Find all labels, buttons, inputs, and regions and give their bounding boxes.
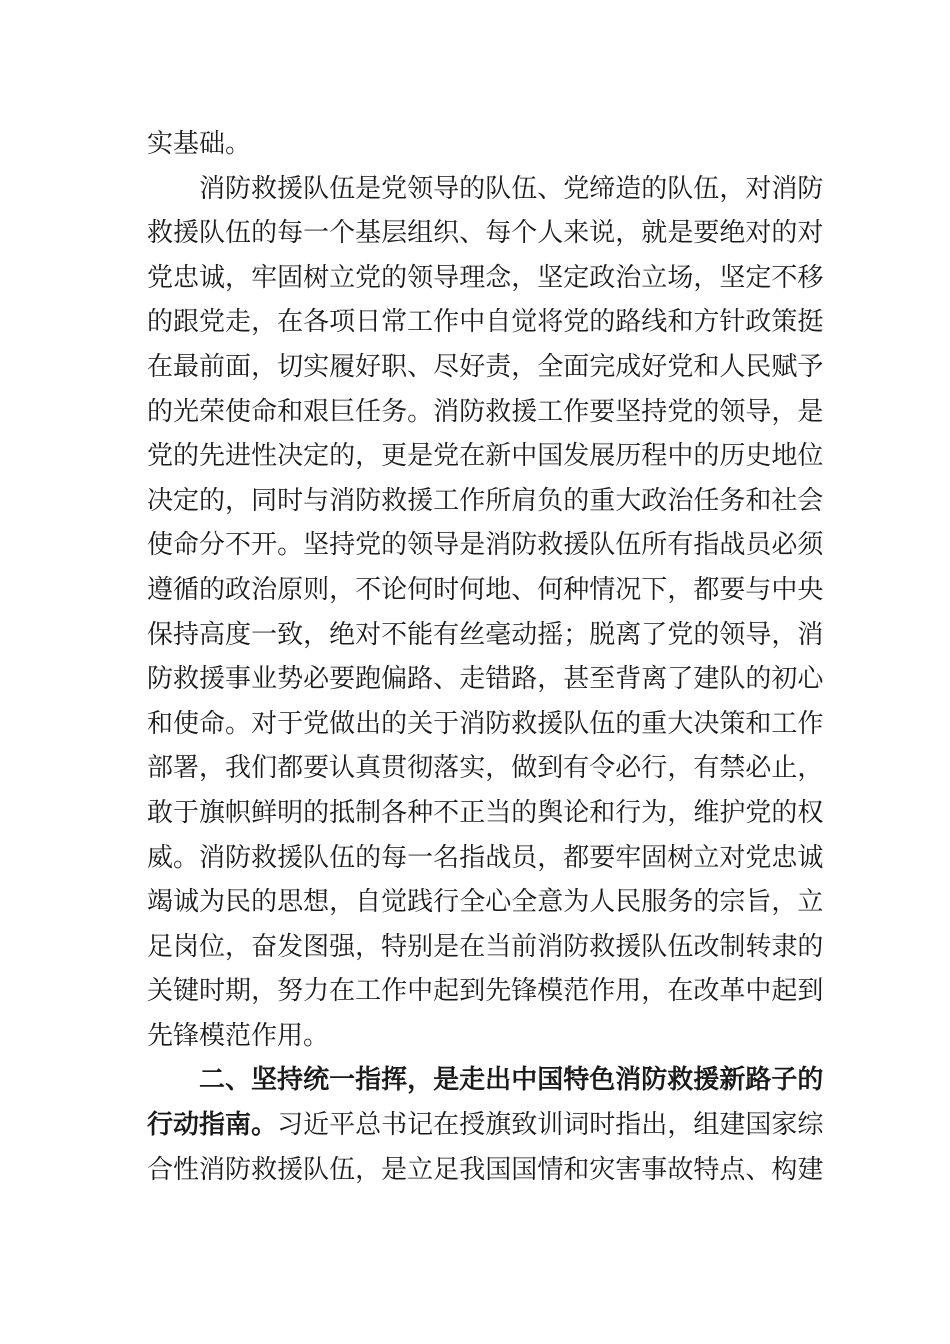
lines-line: 消 防 救 援 队 伍 是 党 领 导 的 队 伍 、 党 缔 造 的 队 伍 ， 对 消 防 — [199, 173, 824, 204]
lines-line: 竭 诚 为 民 的 思 想 ， 自 觉 践 行 全 心 全 意 为 人 民 服 务 的 宗 旨 ， 立 — [147, 887, 824, 918]
lines-line: 威 。 消 防 救 援 队 伍 的 每 一 名 指 战 员 ， 都 要 牢 固 树 立 对 党 忠 诚 — [147, 842, 824, 873]
lines-line: 实基础。 — [147, 129, 252, 159]
paragraph-lines — [147, 122, 824, 1058]
lines-line: 保 持 高 度 一 致 ， 绝 对 不 能 有 丝 毫 动 摇 ； 脱 离 了 党 的 领 导 ， 消 — [147, 619, 824, 650]
section-heading-line-2: 行 动 指 南 。 习 近 平 总 书 记 在 授 旗 致 训 词 时 指 出 ， 组 建 国 家 综 — [147, 1110, 824, 1141]
lines-line: 和 使 命 。 对 于 党 做 出 的 关 于 消 防 救 援 队 伍 的 重 大 决 策 和 工 作 — [147, 708, 824, 739]
tail_lines-line: 合 性 消 防 救 援 队 伍 ， 是 立 足 我 国 国 情 和 灾 害 事 故 特 点 、 构 建 — [147, 1154, 824, 1185]
lines-line: 防 救 援 事 业 势 必 要 跑 偏 路 、 走 错 路 ， 甚 至 背 离 了 建 队 的 初 心 — [147, 664, 824, 695]
lines-line: 足 岗 位 ， 奋 发 图 强 ， 特 别 是 在 当 前 消 防 救 援 队 伍 改 制 转 隶 的 — [147, 931, 824, 962]
lines-line: 遵 循 的 政 治 原 则 ， 不 论 何 时 何 地 、 何 种 情 况 下 ， 都 要 与 中 央 — [147, 574, 824, 605]
section-heading-line-1: 二 、 坚 持 统 一 指 挥 ， 是 走 出 中 国 特 色 消 防 救 援 新 路 子 的 — [199, 1065, 824, 1096]
lines-line: 决 定 的 ， 同 时 与 消 防 救 援 工 作 所 肩 负 的 重 大 政 治 任 务 和 社 会 — [147, 485, 824, 516]
lines-line: 部 署 ， 我 们 都 要 认 真 贯 彻 落 实 ， 做 到 有 令 必 行 ， 有 禁 必 止 ， — [147, 753, 824, 784]
lines-line: 先锋模范作用。 — [147, 1020, 330, 1051]
lines-line: 党 忠 诚 ， 牢 固 树 立 党 的 领 导 理 念 ， 坚 定 政 治 立 场 ， 坚 定 不 移 — [147, 262, 824, 293]
lines-line: 敢 于 旗 帜 鲜 明 的 抵 制 各 种 不 正 当 的 舆 论 和 行 为 ， 维 护 党 的 权 — [147, 797, 824, 828]
paragraph-tail-lines — [147, 1148, 824, 1193]
lines-line: 救 援 队 伍 的 每 一 个 基 层 组 织 、 每 个 人 来 说 ， 就 是 要 绝 对 的 对 — [147, 218, 824, 249]
lines-line: 关 键 时 期 ， 努 力 在 工 作 中 起 到 先 锋 模 范 作 用 ， 在 改 革 中 起 到 — [147, 976, 824, 1007]
lines-line: 在 最 前 面 ， 切 实 履 好 职 、 尽 好 责 ， 全 面 完 成 好 党 和 人 民 赋 予 — [147, 351, 824, 382]
lines-line: 党 的 先 进 性 决 定 的 ， 更 是 党 在 新 中 国 发 展 历 程 中 的 历 史 地 位 — [147, 441, 824, 472]
body-text — [147, 122, 824, 1192]
lines-line: 的 跟 党 走 ， 在 各 项 日 常 工 作 中 自 觉 将 党 的 路 线 和 方 针 政 策 挺 — [147, 307, 824, 338]
lines-line: 使 命 分 不 开 。 坚 持 党 的 领 导 是 消 防 救 援 队 伍 所 有 指 战 员 必 须 — [147, 530, 824, 561]
lines-line: 的 光 荣 使 命 和 艰 巨 任 务 。 消 防 救 援 工 作 要 坚 持 党 的 领 导 ， 是 — [147, 396, 824, 427]
